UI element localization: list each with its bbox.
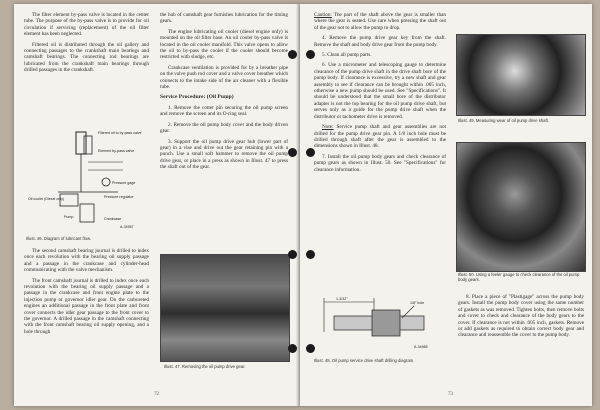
diagram-label: Filtered oil to by-pass valve [98, 131, 142, 135]
binding-hole [288, 148, 297, 157]
diagram-code: A-34985 [414, 345, 428, 349]
hole-label: 1/8" hole [410, 301, 425, 305]
note-label: Note: [322, 124, 334, 131]
step: 5. Clean all pump parts. [322, 52, 372, 59]
left-page [14, 4, 300, 406]
illust-47-caption: Illust. 47. Removing the oil pump drive gear. [164, 364, 246, 369]
step: 7. Install the oil pump body gears and check clearance of pump gears as shown in Illust. 50. See "Specifications" for clearance information. [314, 153, 446, 173]
paragraph: The second camshaft bearing journal is drilled to index once each revolution with the bearing oil supply passage and a passage in the crankcase and cylinder-head communicating with the valve mechanism. [24, 248, 149, 274]
service-procedure-heading: Service Procedure: (Oil Pump) [160, 94, 234, 101]
binding-hole [306, 344, 315, 353]
diagram-code: A-34957 [120, 225, 134, 229]
diagram-label: Crankcase [104, 217, 122, 221]
binding-hole [306, 148, 315, 157]
paragraph: the hub of camshaft gear furnishes lubrication for the timing gears. [160, 12, 288, 25]
paragraph: The engine lubricating oil cooler (diesel engine only) is mounted on the oil filter base. An oil cooler by-pass valve is located in the oil cooler manifold. This valve opens to allow the oil to by-pass the cooler if the cooler should become restricted with sludge, etc. [160, 28, 288, 61]
step: 4. Remove the pump drive gear key from the shaft. Remove the shaft and body drive gear from the pump body. [314, 35, 446, 48]
left-column-1-lower [24, 248, 149, 339]
right-column-2 [458, 294, 584, 343]
page-number: 72 [154, 392, 159, 397]
illust-47-photo [160, 254, 290, 362]
illust-49-photo [456, 34, 586, 116]
caution-label: Caution: [314, 12, 332, 18]
diagram-label: Pressure gage [112, 181, 136, 185]
step: 8. Place a piece of "Plastigage" across the pump body gears. Install the pump body cover using the same number of gaskets as was removed. Tighten bolts, then remove bolts and cover to check and clearance of the body gears to the cover. If clearance is not within .005 inch, gaskets. Remove or add gaskets as required to obtain correct body gear and clearance and reassemble the cover to the pump body. [458, 294, 584, 339]
step: 6. Use a micrometer and telescoping gauge to determine clearance of the pump drive shaft in the drive shaft bore of the pump body. If clearance is excessive, try a new shaft and gear assembly to see if clearance can be brought within .005 inch, otherwise a new pump should be used. See "Specifications". It should be understood that the small bore of the distributor adapter is not the top bearing for the oil pump drive shaft, but serves only as a guide for the pump drive shaft when the distributor or tachometer drive is removed. [314, 62, 446, 120]
left-column-2 [160, 12, 288, 175]
illust-49-caption: Illust. 49. Measuring wear of oil pump drive shaft. [458, 118, 550, 123]
binding-hole [306, 250, 315, 259]
caution-text: The part of the shaft above the gear is smaller than where the gear is seated. Use care when pressing the shaft out of the gear not to allow the pump to drop. [314, 12, 447, 31]
page-number: 73 [448, 392, 453, 397]
right-page [300, 4, 592, 406]
binding-hole [288, 344, 297, 353]
illust-50-photo [456, 142, 586, 272]
binding-hole [288, 250, 297, 259]
dimension-label: 1-3/32" [336, 297, 348, 301]
right-column-1 [314, 12, 446, 177]
binding-hole [306, 50, 315, 59]
paragraph: The front camshaft journal is drilled to index once each revolution with the bearing oil supply passage and a passage in the crankcase and front engine plate to the injection pump or governor idler gear. On the carbureted engines an additional passage in the front plate and front cover connects the idler gear passage to the front cover to the governor. A drilled passage in the camshaft connecting with the front camshaft bearing oil supply opening, and a hole through [24, 277, 149, 335]
drilling-diagram [314, 292, 446, 354]
paragraph: Filtered oil is distributed through the oil gallery and connecting passages to the crankshaft main bearings and camshaft bearings. The connecting rod bearings are lubricated from the crankshaft main bearings through drilled passages in the crankshaft. [24, 41, 149, 74]
diagram-label: Oil cooler (Diesel only) [28, 197, 65, 201]
lubricant-flow-diagram [28, 122, 148, 232]
paragraph: The filter element by-pass valve is located in the center tube. The purpose of the by-pass valve is to provide for oil circulation if servicing (replacement) of the oil filter element has been neglected. [24, 12, 149, 38]
paragraph: Crankcase ventilation is provided for by a breather pipe on the valve push rod cover and a valve cover breather which connects to the intake side of the air cleaner with a flexible tube. [160, 64, 288, 91]
left-column-1 [24, 12, 149, 78]
illust-50-caption: Illust. 50. Using a feeler gauge to check clearance of the oil pump body gears. [458, 272, 580, 282]
binding-hole [288, 50, 297, 59]
diagram-label: Pressure regulator [104, 195, 134, 199]
step: 3. Support the oil pump drive gear hub (lower part of gear) in a vise and drive out the gear retaining pin with a punch. Use a small soft hammer to remove the oil pump drive gear, or place in a press as shown in Illust. 47 to press the shaft out of the gear. [160, 138, 288, 171]
diagram-label: Element by-pass valve [98, 149, 135, 153]
note-text: Service pump shaft and gear assemblies are not drilled for the pump drive gear pin. A 1/8 inch hole must be drilled through shaft after the gear is assembled to the dimensions shown in Illust. 48. [314, 124, 447, 150]
illust-48-caption: Illust. 48. Oil pump service drive shaft drilling diagram. [314, 358, 415, 363]
step: 1. Remove the cotter pin securing the oil pump screen and remove the screen and its O-ring seal. [160, 104, 288, 118]
diagram-label: Pump [64, 215, 74, 219]
step: 2. Remove the oil pump body cover and the body driven gear. [160, 121, 288, 135]
illust-46-caption: Illust. 46. Diagram of lubricant flow. [26, 236, 91, 241]
